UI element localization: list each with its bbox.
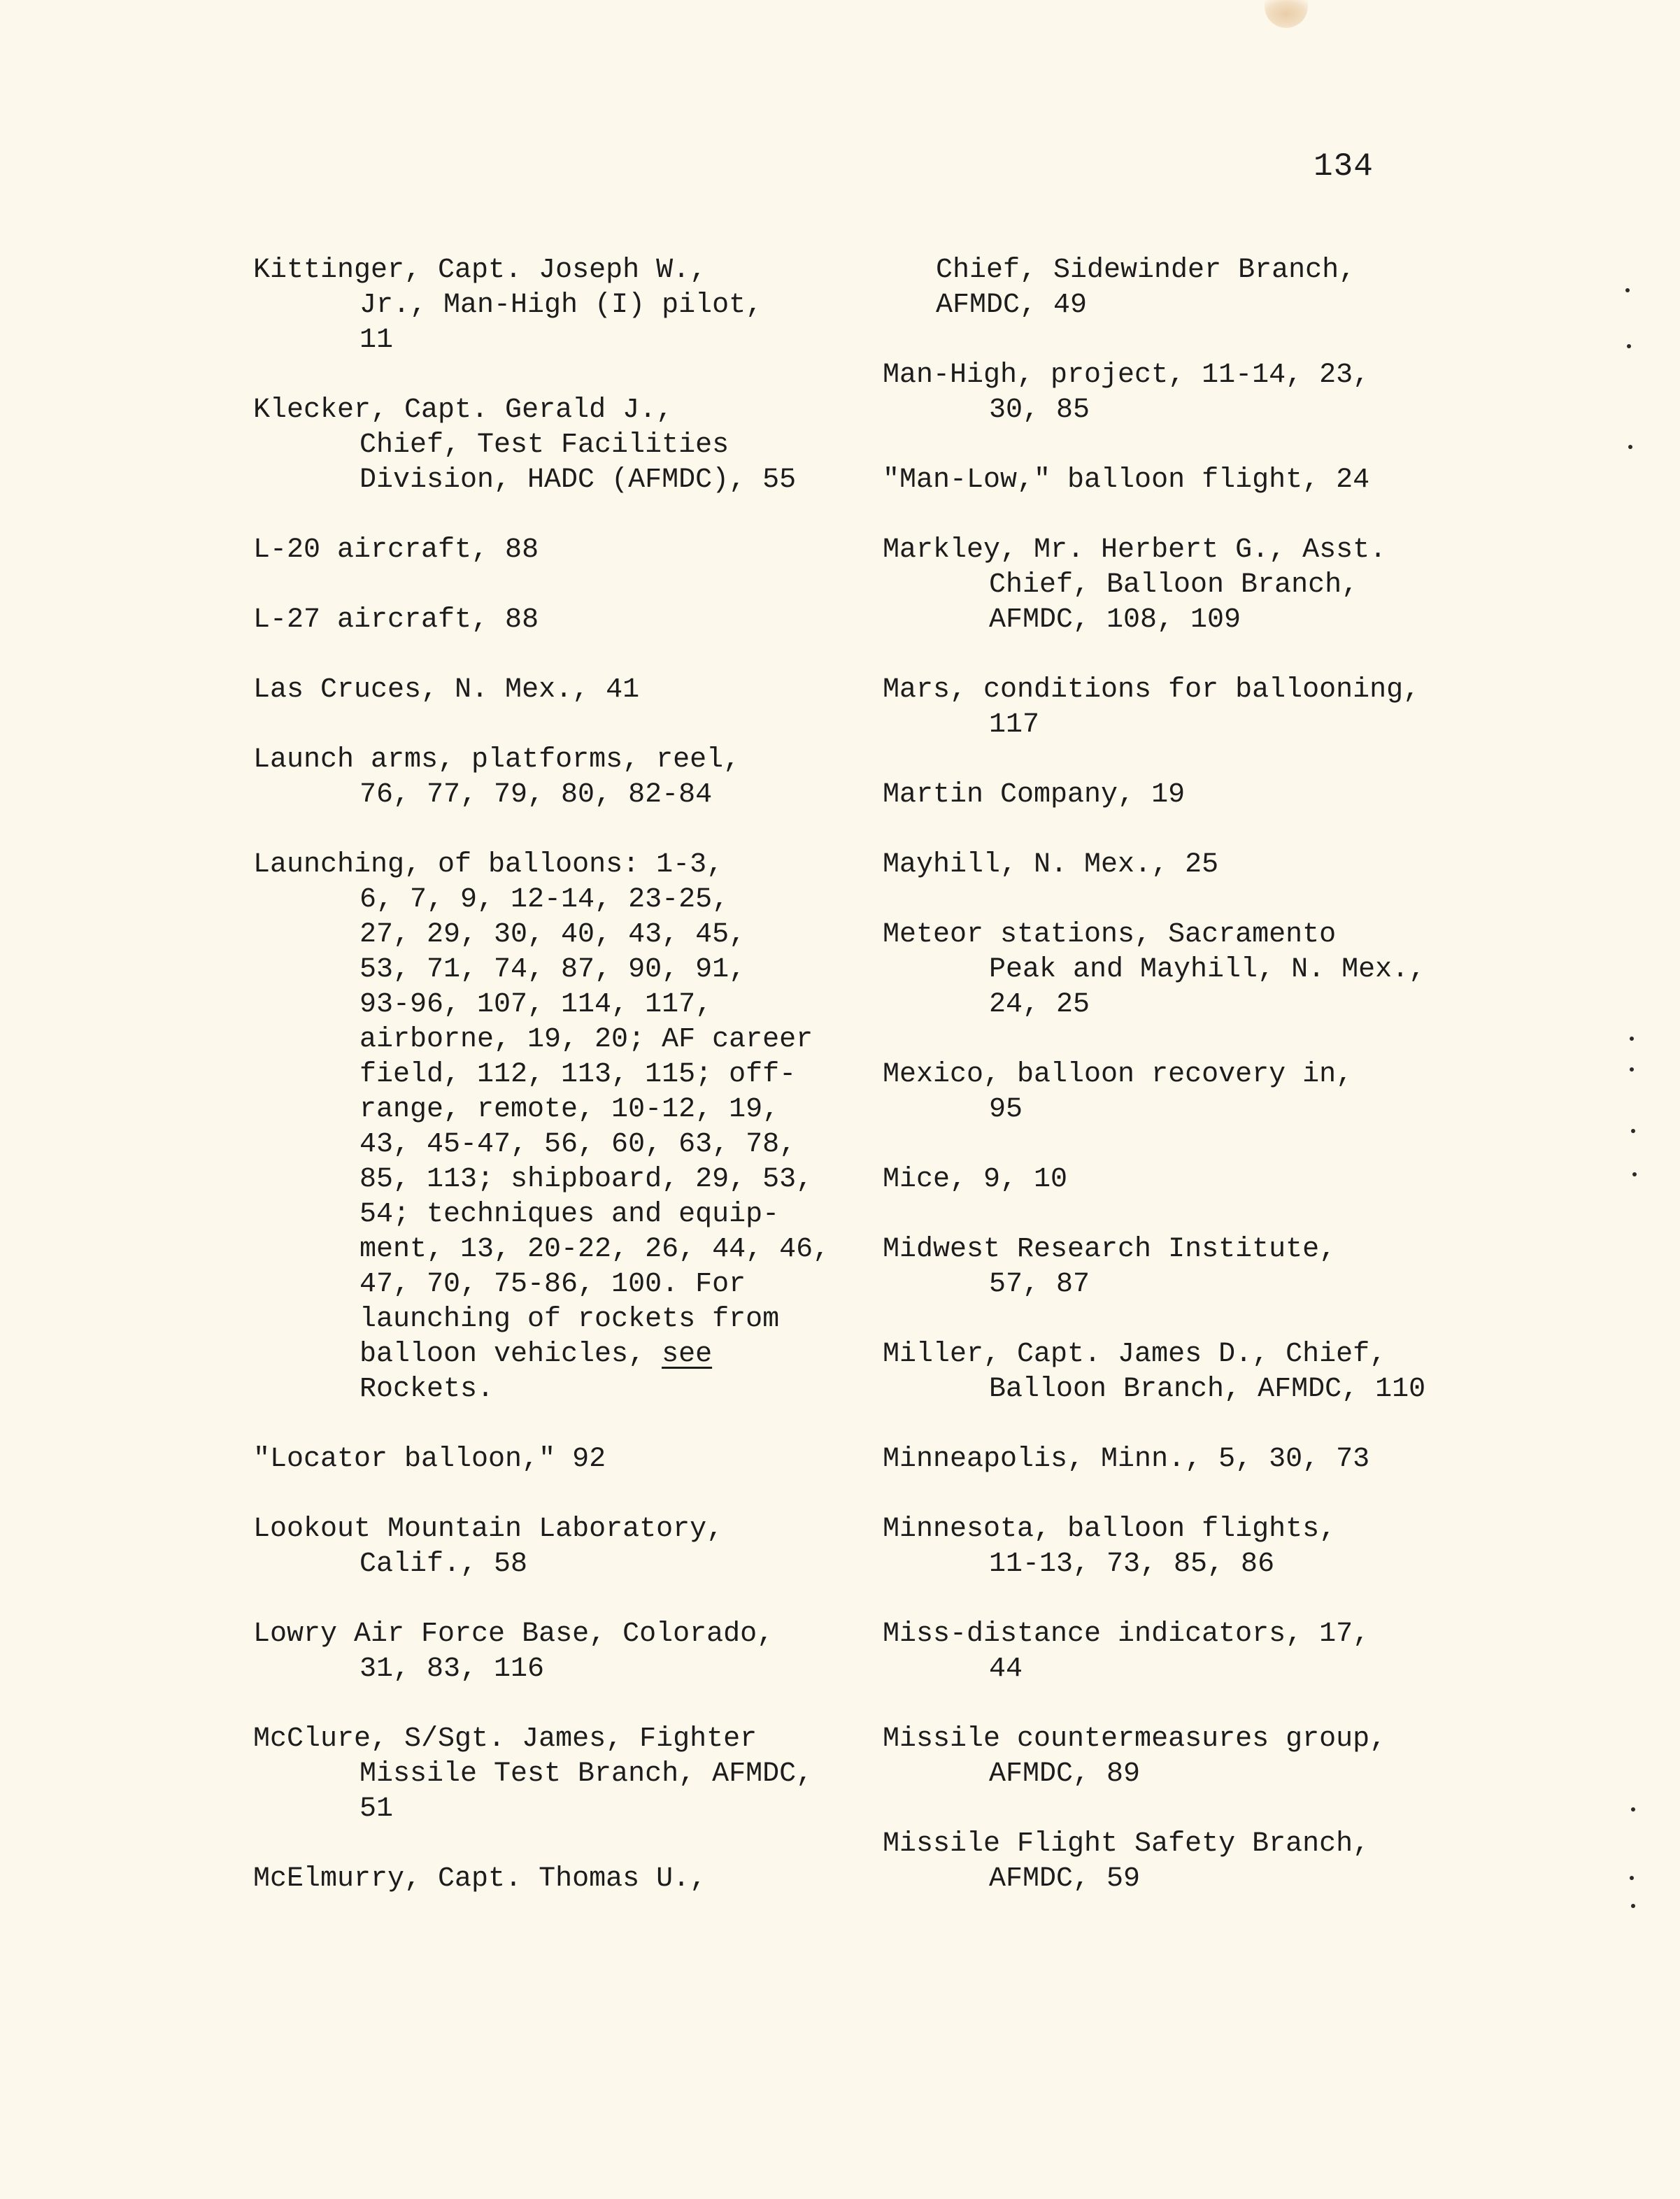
entry-heading: Missile countermeasures group,: [883, 1723, 1387, 1755]
entry-heading: Mayhill, N. Mex., 25: [883, 849, 1219, 881]
entry-heading: Missile Flight Safety Branch,: [883, 1828, 1370, 1860]
see-reference: see: [662, 1339, 713, 1370]
entry-heading: Minneapolis, Minn., 5, 30, 73: [883, 1444, 1370, 1475]
index-entry: [253, 603, 883, 638]
entry-line: 11-13, 73, 85, 86: [989, 1549, 1275, 1580]
entry-heading: Lowry Air Force Base, Colorado,: [253, 1618, 774, 1650]
entry-line: 43, 45-47, 56, 60, 63, 78,: [360, 1129, 797, 1160]
entry-line: 57, 87: [989, 1269, 1090, 1300]
index-entry: [883, 1337, 1512, 1407]
entry-heading: McElmurry, Capt. Thomas U.,: [253, 1863, 707, 1895]
index-entry: [253, 673, 883, 708]
entry-heading: Chief, Sidewinder Branch,: [936, 255, 1356, 286]
entry-line: ment, 13, 20-22, 26, 44, 46,: [360, 1234, 830, 1265]
entry-line: field, 112, 113, 115; off-: [360, 1059, 797, 1090]
index-entry: [253, 533, 883, 568]
entry-line: AFMDC, 108, 109: [989, 604, 1241, 636]
entry-line: 51: [360, 1793, 394, 1825]
page-number: 134: [1314, 148, 1374, 185]
index-entry: [883, 1058, 1512, 1127]
entry-heading: Man-High, project, 11-14, 23,: [883, 360, 1370, 391]
index-entry: [253, 1862, 883, 1897]
index-entry: [883, 533, 1512, 638]
paper-stain: [1265, 0, 1308, 28]
index-entry: [883, 463, 1512, 498]
entry-line: 11: [360, 325, 394, 356]
entry-line: Missile Test Branch, AFMDC,: [360, 1758, 813, 1790]
index-entry: [883, 358, 1512, 428]
entry-line: 85, 113; shipboard, 29, 53,: [360, 1164, 813, 1195]
margin-mark: [1631, 1129, 1635, 1133]
entry-line: AFMDC, 59: [989, 1863, 1141, 1895]
entry-line: Balloon Branch, AFMDC, 110: [989, 1374, 1426, 1405]
entry-heading: Martin Company, 19: [883, 779, 1186, 811]
entry-heading: Midwest Research Institute,: [883, 1234, 1337, 1265]
entry-line: 93-96, 107, 114, 117,: [360, 989, 713, 1020]
index-entry: [253, 253, 883, 358]
index-entry: [253, 743, 883, 813]
margin-mark: [1630, 1876, 1634, 1880]
entry-line: Chief, Balloon Branch,: [989, 569, 1359, 601]
entry-line: balloon vehicles, see: [360, 1339, 713, 1370]
entry-line: 27, 29, 30, 40, 43, 45,: [360, 919, 746, 951]
entry-heading: Klecker, Capt. Gerald J.,: [253, 394, 674, 426]
index-entry: [883, 673, 1512, 743]
index-entry: [253, 848, 883, 1407]
entry-heading: L-27 aircraft, 88: [253, 604, 539, 636]
margin-mark: [1628, 445, 1632, 449]
entry-line: 76, 77, 79, 80, 82-84: [360, 779, 713, 811]
left-column: [253, 253, 883, 1932]
index-entry: [883, 778, 1512, 813]
entry-line: AFMDC, 89: [989, 1758, 1141, 1790]
entry-heading: L-20 aircraft, 88: [253, 534, 539, 566]
index-entry: [883, 253, 1512, 323]
margin-mark: [1631, 1904, 1635, 1908]
index-entry: [883, 848, 1512, 883]
entry-line: 54; techniques and equip-: [360, 1199, 780, 1230]
index-entry: [883, 1617, 1512, 1687]
entry-line: Calif., 58: [360, 1549, 528, 1580]
entry-heading: Miller, Capt. James D., Chief,: [883, 1339, 1387, 1370]
index-entry: [883, 918, 1512, 1023]
entry-line: AFMDC, 49: [936, 290, 1088, 321]
index-entry: [253, 1512, 883, 1582]
index-entry: [883, 1162, 1512, 1197]
entry-line: Peak and Mayhill, N. Mex.,: [989, 954, 1426, 985]
right-column: [883, 253, 1512, 1932]
entry-heading: Miss-distance indicators, 17,: [883, 1618, 1370, 1650]
index-entry: [883, 1722, 1512, 1792]
entry-line: launching of rockets from: [360, 1304, 780, 1335]
index-entry: [883, 1442, 1512, 1477]
margin-mark: [1631, 1807, 1635, 1812]
entry-heading: Minnesota, balloon flights,: [883, 1514, 1337, 1545]
entry-heading: Meteor stations, Sacramento: [883, 919, 1337, 951]
entry-heading: Mice, 9, 10: [883, 1164, 1068, 1195]
entry-line: Rockets.: [360, 1374, 494, 1405]
entry-line: 44: [989, 1653, 1023, 1685]
entry-heading: "Locator balloon," 92: [253, 1444, 606, 1475]
entry-heading: Lookout Mountain Laboratory,: [253, 1514, 724, 1545]
index-entry: [253, 393, 883, 498]
entry-heading: Launching, of balloons: 1-3,: [253, 849, 724, 881]
entry-line: 117: [989, 709, 1040, 741]
entry-heading: Kittinger, Capt. Joseph W.,: [253, 255, 707, 286]
entry-line: Jr., Man-High (I) pilot,: [360, 290, 763, 321]
index-entry: [253, 1442, 883, 1477]
entry-line: Chief, Test Facilities: [360, 429, 729, 461]
entry-line: airborne, 19, 20; AF career: [360, 1024, 813, 1055]
entry-heading: Markley, Mr. Herbert G., Asst.: [883, 534, 1387, 566]
index-entry: [883, 1827, 1512, 1897]
entry-heading: Mars, conditions for ballooning,: [883, 674, 1421, 706]
margin-mark: [1627, 344, 1631, 348]
margin-mark: [1630, 1067, 1634, 1072]
entry-line: 31, 83, 116: [360, 1653, 545, 1685]
entry-line: 47, 70, 75-86, 100. For: [360, 1269, 746, 1300]
entry-line: Division, HADC (AFMDC), 55: [360, 464, 797, 496]
index-entry: [253, 1617, 883, 1687]
index-entry: [883, 1512, 1512, 1582]
index-entry: [253, 1722, 883, 1827]
entry-line: 30, 85: [989, 394, 1090, 426]
entry-line: 95: [989, 1094, 1023, 1125]
margin-mark: [1625, 288, 1630, 292]
entry-line: 6, 7, 9, 12-14, 23-25,: [360, 884, 729, 916]
index-entry: [883, 1232, 1512, 1302]
entry-heading: "Man-Low," balloon flight, 24: [883, 464, 1370, 496]
entry-heading: Mexico, balloon recovery in,: [883, 1059, 1353, 1090]
entry-line: 24, 25: [989, 989, 1090, 1020]
entry-heading: Las Cruces, N. Mex., 41: [253, 674, 640, 706]
entry-heading: Launch arms, platforms, reel,: [253, 744, 741, 776]
margin-mark: [1630, 1037, 1634, 1041]
entry-line: 53, 71, 74, 87, 90, 91,: [360, 954, 746, 985]
entry-heading: McClure, S/Sgt. James, Fighter: [253, 1723, 757, 1755]
margin-mark: [1632, 1172, 1637, 1176]
entry-line: range, remote, 10-12, 19,: [360, 1094, 780, 1125]
